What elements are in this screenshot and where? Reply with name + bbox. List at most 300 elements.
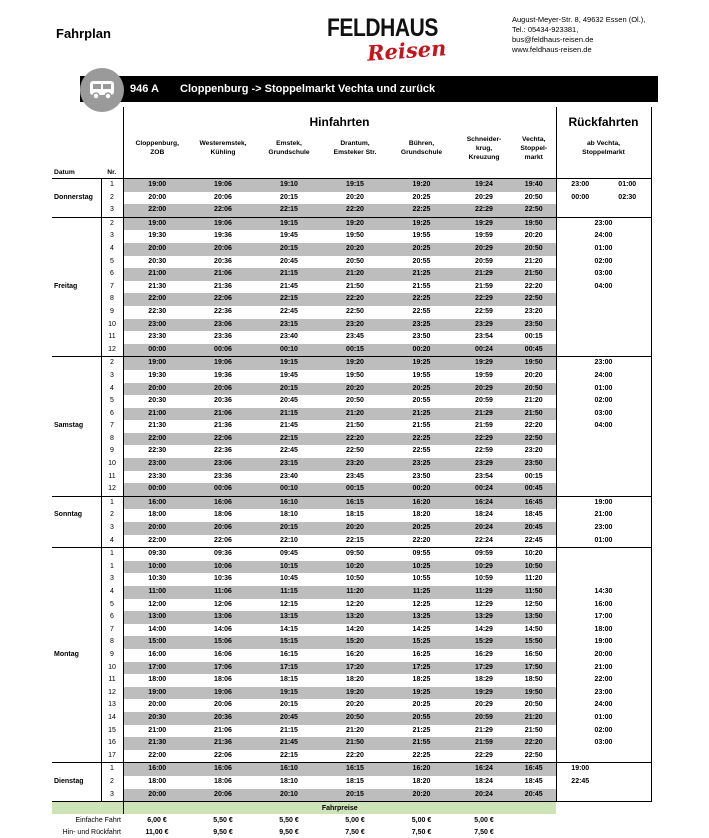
return-time: 04:00 — [556, 420, 651, 433]
departure-time: 22:20 — [323, 293, 387, 306]
departure-time: 20:15 — [280, 193, 298, 201]
table-row — [52, 522, 651, 535]
departure-time: 19:15 — [255, 687, 323, 700]
departure-time: 20:00 — [123, 192, 191, 205]
departure-time: 21:50 — [346, 282, 364, 290]
departure-time: 21:50 — [512, 408, 556, 421]
row-number: 14 — [101, 712, 123, 725]
return-time — [556, 561, 651, 574]
return-time: 23:00 — [556, 217, 651, 230]
departure-time: 22:45 — [280, 307, 298, 315]
day-cell — [52, 192, 101, 205]
return-time — [556, 445, 651, 458]
day-name: Sonntag — [54, 511, 82, 519]
departure-time: 15:00 — [123, 636, 191, 649]
departure-time: 20:25 — [387, 243, 456, 256]
day-cell — [52, 204, 101, 217]
departure-time: 20:24 — [456, 789, 512, 802]
day-cell — [52, 662, 101, 675]
address-phone: Tel.: 05434-923381, — [512, 25, 579, 34]
fare-row — [52, 814, 651, 826]
departure-time: 13:06 — [191, 611, 255, 624]
row-number: 3 — [101, 370, 123, 383]
departure-time: 22:50 — [512, 204, 556, 217]
company-address — [512, 15, 645, 55]
row-number: 11 — [101, 471, 123, 484]
departure-time: 23:25 — [387, 458, 456, 471]
departure-time: 19:15 — [255, 217, 323, 230]
table-row — [52, 179, 651, 192]
fare-value: 11,00 € — [145, 828, 169, 836]
fare-label: Hin- und Rückfahrt — [62, 828, 121, 836]
departure-time: 00:15 — [524, 472, 543, 480]
departure-time: 20:59 — [456, 712, 512, 725]
departure-time: 18:50 — [524, 676, 543, 684]
departure-time: 10:00 — [123, 561, 191, 574]
departure-time: 10:50 — [346, 575, 364, 583]
row-number: 5 — [101, 395, 123, 408]
departure-time: 14:06 — [214, 625, 232, 633]
departure-time: 17:29 — [456, 662, 512, 675]
day-cell — [52, 344, 101, 357]
departure-time: 21:20 — [323, 408, 387, 421]
datum-label: Datum — [54, 169, 75, 176]
day-cell — [52, 357, 101, 370]
departure-time: 20:15 — [255, 243, 323, 256]
departure-time: 18:00 — [123, 509, 191, 522]
departure-time: 20:15 — [255, 383, 323, 396]
departure-time: 23:30 — [123, 471, 191, 484]
departure-time: 19:55 — [412, 232, 431, 240]
departure-time: 23:20 — [524, 307, 543, 315]
table-row — [52, 750, 651, 763]
departure-time: 19:20 — [323, 687, 387, 700]
departure-time: 21:30 — [123, 281, 191, 294]
departure-time: 22:20 — [323, 433, 387, 446]
departure-time: 22:06 — [191, 293, 255, 306]
departure-time: 23:36 — [214, 333, 232, 341]
return-time — [604, 776, 651, 789]
departure-time: 22:06 — [214, 751, 232, 759]
departure-time: 09:59 — [456, 548, 512, 561]
return-time: 19:00 — [556, 763, 604, 776]
departure-time: 00:06 — [191, 483, 255, 496]
table-row — [52, 319, 651, 332]
day-cell — [52, 561, 101, 574]
departure-time: 22:59 — [475, 447, 493, 455]
departure-time: 23:50 — [512, 458, 556, 471]
departure-time: 00:00 — [123, 344, 191, 357]
departure-time: 23:20 — [323, 319, 387, 332]
departure-time: 20:20 — [387, 789, 456, 802]
departure-time: 21:00 — [123, 268, 191, 281]
return-time: 19:00 — [556, 496, 651, 509]
departure-time: 22:20 — [412, 536, 431, 544]
table-row — [52, 483, 651, 496]
departure-time: 16:00 — [123, 763, 191, 776]
row-number: 12 — [101, 344, 123, 357]
day-cell — [52, 548, 101, 561]
nr-label: Nr. — [107, 169, 117, 176]
table-row — [52, 789, 651, 802]
departure-time: 11:15 — [255, 586, 323, 599]
return-time: 22:00 — [556, 674, 651, 687]
table-row — [52, 699, 651, 712]
row-number: 2 — [101, 776, 123, 789]
departure-time: 20:55 — [412, 397, 431, 405]
row-number: 10 — [101, 458, 123, 471]
departure-time: 00:24 — [456, 344, 512, 357]
departure-time: 19:50 — [346, 232, 364, 240]
departure-time: 22:50 — [512, 433, 556, 446]
row-number: 4 — [101, 383, 123, 396]
stop-name: Emstek, Grundschule — [268, 140, 310, 156]
departure-time: 00:20 — [387, 344, 456, 357]
return-time — [556, 483, 651, 496]
departure-time: 19:10 — [255, 179, 323, 192]
departure-time: 23:00 — [123, 319, 191, 332]
row-number: 12 — [101, 687, 123, 700]
departure-time: 20:00 — [123, 383, 191, 396]
departure-time: 19:50 — [512, 687, 556, 700]
return-time — [556, 750, 651, 763]
return-time: 02:00 — [556, 395, 651, 408]
departure-time: 18:20 — [346, 676, 364, 684]
departure-time: 21:59 — [475, 422, 493, 430]
day-cell — [52, 383, 101, 396]
departure-time: 20:50 — [346, 397, 364, 405]
departure-time: 20:59 — [475, 397, 493, 405]
return-stop-name: ab Vechta, Stoppelmarkt — [582, 140, 625, 156]
row-number: 1 — [101, 561, 123, 574]
departure-time: 21:45 — [280, 282, 298, 290]
departure-time: 16:10 — [255, 763, 323, 776]
row-number: 2 — [101, 217, 123, 230]
departure-time: 16:15 — [323, 496, 387, 509]
departure-time: 21:36 — [191, 737, 255, 750]
departure-time: 21:15 — [255, 268, 323, 281]
departure-time: 19:29 — [456, 357, 512, 370]
row-number: 17 — [101, 750, 123, 763]
departure-time: 12:29 — [475, 600, 493, 608]
departure-time: 19:40 — [512, 179, 556, 192]
row-number: 12 — [101, 483, 123, 496]
return-time — [556, 293, 651, 306]
departure-time: 19:36 — [214, 371, 232, 379]
departure-time: 19:06 — [191, 357, 255, 370]
fare-value: 9,50 € — [279, 828, 299, 836]
departure-time: 11:25 — [387, 586, 456, 599]
departure-time: 21:20 — [512, 712, 556, 725]
row-number: 11 — [101, 674, 123, 687]
departure-time: 21:00 — [123, 725, 191, 738]
departure-time: 23:40 — [280, 333, 298, 341]
departure-time: 12:25 — [412, 600, 431, 608]
table-row — [52, 306, 651, 319]
logo-main-text: FELDHAUS — [327, 14, 438, 42]
departure-time: 20:15 — [255, 522, 323, 535]
return-time: 18:00 — [556, 624, 651, 637]
row-number: 5 — [101, 599, 123, 612]
return-time — [556, 471, 651, 484]
row-number: 15 — [101, 725, 123, 738]
return-time: 02:00 — [556, 256, 651, 269]
departure-time: 18:00 — [123, 674, 191, 687]
departure-time: 21:20 — [524, 257, 543, 265]
departure-time: 20:25 — [412, 701, 431, 709]
day-name: Samstag — [54, 422, 84, 430]
departure-time: 20:45 — [512, 522, 556, 535]
table-row — [52, 192, 651, 205]
departure-time: 19:29 — [456, 687, 512, 700]
departure-time: 22:20 — [323, 204, 387, 217]
departure-time: 14:15 — [280, 625, 298, 633]
departure-time: 19:15 — [255, 357, 323, 370]
departure-time: 23:15 — [255, 458, 323, 471]
day-cell — [52, 535, 101, 548]
day-cell — [52, 636, 101, 649]
return-time: 19:00 — [556, 636, 651, 649]
departure-time: 16:15 — [323, 763, 387, 776]
departure-time: 21:29 — [456, 268, 512, 281]
address-line: August-Meyer-Str. 8, 49632 Essen (Ol.), — [512, 15, 646, 24]
departure-time: 18:20 — [412, 511, 431, 519]
table-row — [52, 561, 651, 574]
departure-time: 20:59 — [475, 257, 493, 265]
row-number: 4 — [101, 243, 123, 256]
departure-time: 20:36 — [214, 257, 232, 265]
departure-time: 22:36 — [214, 447, 232, 455]
departure-time: 16:10 — [255, 496, 323, 509]
departure-time: 21:29 — [475, 726, 493, 734]
departure-time: 09:45 — [255, 548, 323, 561]
departure-time: 11:50 — [512, 586, 556, 599]
day-cell — [52, 586, 101, 599]
day-cell — [52, 649, 101, 662]
fare-value: 9,50 € — [213, 828, 233, 836]
table-row — [52, 395, 651, 408]
departure-time: 20:20 — [524, 232, 543, 240]
return-time: 20:00 — [556, 649, 651, 662]
departure-time: 19:50 — [512, 217, 556, 230]
departure-time: 20:55 — [387, 712, 456, 725]
departure-time: 18:00 — [123, 776, 191, 789]
departure-time: 16:24 — [456, 496, 512, 509]
departure-time: 16:24 — [456, 763, 512, 776]
return-time: 24:00 — [556, 230, 651, 243]
departure-time: 19:45 — [280, 371, 298, 379]
return-time: 00:00 — [556, 192, 604, 205]
departure-time: 18:10 — [280, 511, 298, 519]
departure-time: 12:00 — [123, 599, 191, 612]
table-row — [52, 687, 651, 700]
return-time: 16:00 — [556, 599, 651, 612]
departure-time: 18:15 — [346, 511, 364, 519]
logo-sub-text: Reisen — [366, 35, 448, 66]
fare-value: 5,00 € — [345, 816, 365, 824]
fare-value: 6,00 € — [147, 816, 167, 824]
return-time: 01:00 — [556, 383, 651, 396]
table-row — [52, 636, 651, 649]
departure-time: 19:59 — [475, 371, 493, 379]
day-cell — [52, 256, 101, 269]
day-cell — [52, 712, 101, 725]
departure-time: 23:54 — [475, 472, 493, 480]
table-row — [52, 458, 651, 471]
return-time: 14:30 — [556, 586, 651, 599]
rueckfahrten-title: Rückfahrten — [556, 107, 651, 129]
departure-time: 16:25 — [412, 650, 431, 658]
departure-time: 21:30 — [123, 420, 191, 433]
row-number: 3 — [101, 522, 123, 535]
row-number: 4 — [101, 586, 123, 599]
day-cell — [52, 408, 101, 421]
departure-time: 10:50 — [512, 561, 556, 574]
departure-time: 21:50 — [323, 737, 387, 750]
row-number: 7 — [101, 281, 123, 294]
row-number: 1 — [101, 548, 123, 561]
departure-time: 16:45 — [512, 496, 556, 509]
day-cell — [52, 281, 101, 294]
departure-time: 22:00 — [123, 750, 191, 763]
departure-time: 22:59 — [475, 307, 493, 315]
departure-time: 22:15 — [255, 433, 323, 446]
row-number: 11 — [101, 331, 123, 344]
departure-time: 22:06 — [191, 204, 255, 217]
departure-time: 20:55 — [412, 257, 431, 265]
table-row — [52, 509, 651, 522]
fare-value: 5,00 € — [474, 816, 494, 824]
row-number: 7 — [101, 420, 123, 433]
row-number: 9 — [101, 445, 123, 458]
day-cell — [52, 370, 101, 383]
departure-time: 22:45 — [524, 536, 543, 544]
return-time: 17:00 — [556, 611, 651, 624]
table-row — [52, 535, 651, 548]
departure-time: 16:06 — [214, 650, 232, 658]
departure-time: 22:24 — [475, 536, 493, 544]
departure-time: 22:29 — [456, 204, 512, 217]
fare-value: 5,50 € — [213, 816, 233, 824]
return-time: 24:00 — [556, 370, 651, 383]
departure-time: 21:45 — [255, 737, 323, 750]
row-number: 4 — [101, 535, 123, 548]
departure-time: 20:06 — [214, 193, 232, 201]
departure-time: 19:00 — [123, 217, 191, 230]
departure-time: 18:15 — [280, 676, 298, 684]
departure-time: 21:55 — [412, 282, 431, 290]
departure-time: 16:20 — [387, 496, 456, 509]
departure-time: 10:29 — [456, 561, 512, 574]
departure-time: 11:29 — [456, 586, 512, 599]
departure-time: 17:00 — [123, 662, 191, 675]
departure-time: 19:00 — [123, 357, 191, 370]
row-number: 6 — [101, 408, 123, 421]
day-cell — [52, 331, 101, 344]
departure-time: 18:45 — [524, 511, 543, 519]
departure-time: 23:54 — [475, 333, 493, 341]
day-cell — [52, 687, 101, 700]
table-row — [52, 204, 651, 217]
table-row — [52, 712, 651, 725]
day-cell — [52, 179, 101, 192]
departure-time: 10:55 — [412, 575, 431, 583]
departure-time: 11:06 — [191, 586, 255, 599]
departure-time: 21:36 — [214, 282, 232, 290]
departure-time: 20:20 — [323, 522, 387, 535]
departure-time: 20:20 — [323, 383, 387, 396]
return-time — [556, 548, 651, 561]
departure-time: 21:25 — [387, 268, 456, 281]
departure-time: 22:00 — [123, 535, 191, 548]
departure-time: 20:20 — [524, 371, 543, 379]
return-stop-header — [556, 129, 651, 167]
departure-time: 20:24 — [456, 522, 512, 535]
departure-time: 18:10 — [280, 777, 298, 785]
day-cell — [52, 458, 101, 471]
feldhaus-logo — [327, 14, 465, 66]
departure-time: 22:30 — [123, 445, 191, 458]
departure-time: 19:29 — [456, 217, 512, 230]
day-cell — [52, 433, 101, 446]
departure-time: 09:30 — [123, 548, 191, 561]
departure-time: 23:45 — [346, 472, 364, 480]
stop-header — [191, 129, 255, 167]
departure-time: 19:20 — [323, 217, 387, 230]
day-name: Montag — [54, 650, 79, 658]
return-time — [556, 573, 651, 586]
departure-time: 12:15 — [280, 600, 298, 608]
departure-time: 16:06 — [191, 763, 255, 776]
departure-time: 23:30 — [123, 331, 191, 344]
departure-time: 00:10 — [255, 483, 323, 496]
departure-time: 18:15 — [346, 777, 364, 785]
stop-header — [123, 129, 191, 167]
departure-time: 15:29 — [456, 636, 512, 649]
departure-time: 00:45 — [512, 344, 556, 357]
departure-time: 22:29 — [456, 433, 512, 446]
departure-time: 18:06 — [214, 511, 232, 519]
departure-time: 00:45 — [512, 483, 556, 496]
departure-time: 21:55 — [412, 422, 431, 430]
departure-time: 11:00 — [123, 586, 191, 599]
return-time: 03:00 — [556, 408, 651, 421]
stop-header — [512, 129, 556, 167]
departure-time: 22:20 — [512, 737, 556, 750]
departure-time: 22:06 — [191, 433, 255, 446]
departure-time: 19:20 — [387, 179, 456, 192]
departure-time: 13:20 — [323, 611, 387, 624]
return-time — [556, 319, 651, 332]
row-number: 8 — [101, 636, 123, 649]
departure-time: 20:06 — [191, 383, 255, 396]
departure-time: 19:24 — [456, 179, 512, 192]
row-number: 16 — [101, 737, 123, 750]
departure-time: 23:36 — [214, 472, 232, 480]
table-row — [52, 420, 651, 433]
departure-time: 15:50 — [512, 636, 556, 649]
departure-time: 21:55 — [387, 737, 456, 750]
row-number: 2 — [101, 357, 123, 370]
return-time — [556, 204, 604, 217]
departure-time: 23:20 — [323, 458, 387, 471]
day-cell — [52, 624, 101, 637]
table-row — [52, 256, 651, 269]
departure-time: 14:50 — [524, 625, 543, 633]
departure-time: 21:36 — [214, 422, 232, 430]
departure-time: 16:20 — [387, 763, 456, 776]
departure-time: 20:00 — [123, 522, 191, 535]
